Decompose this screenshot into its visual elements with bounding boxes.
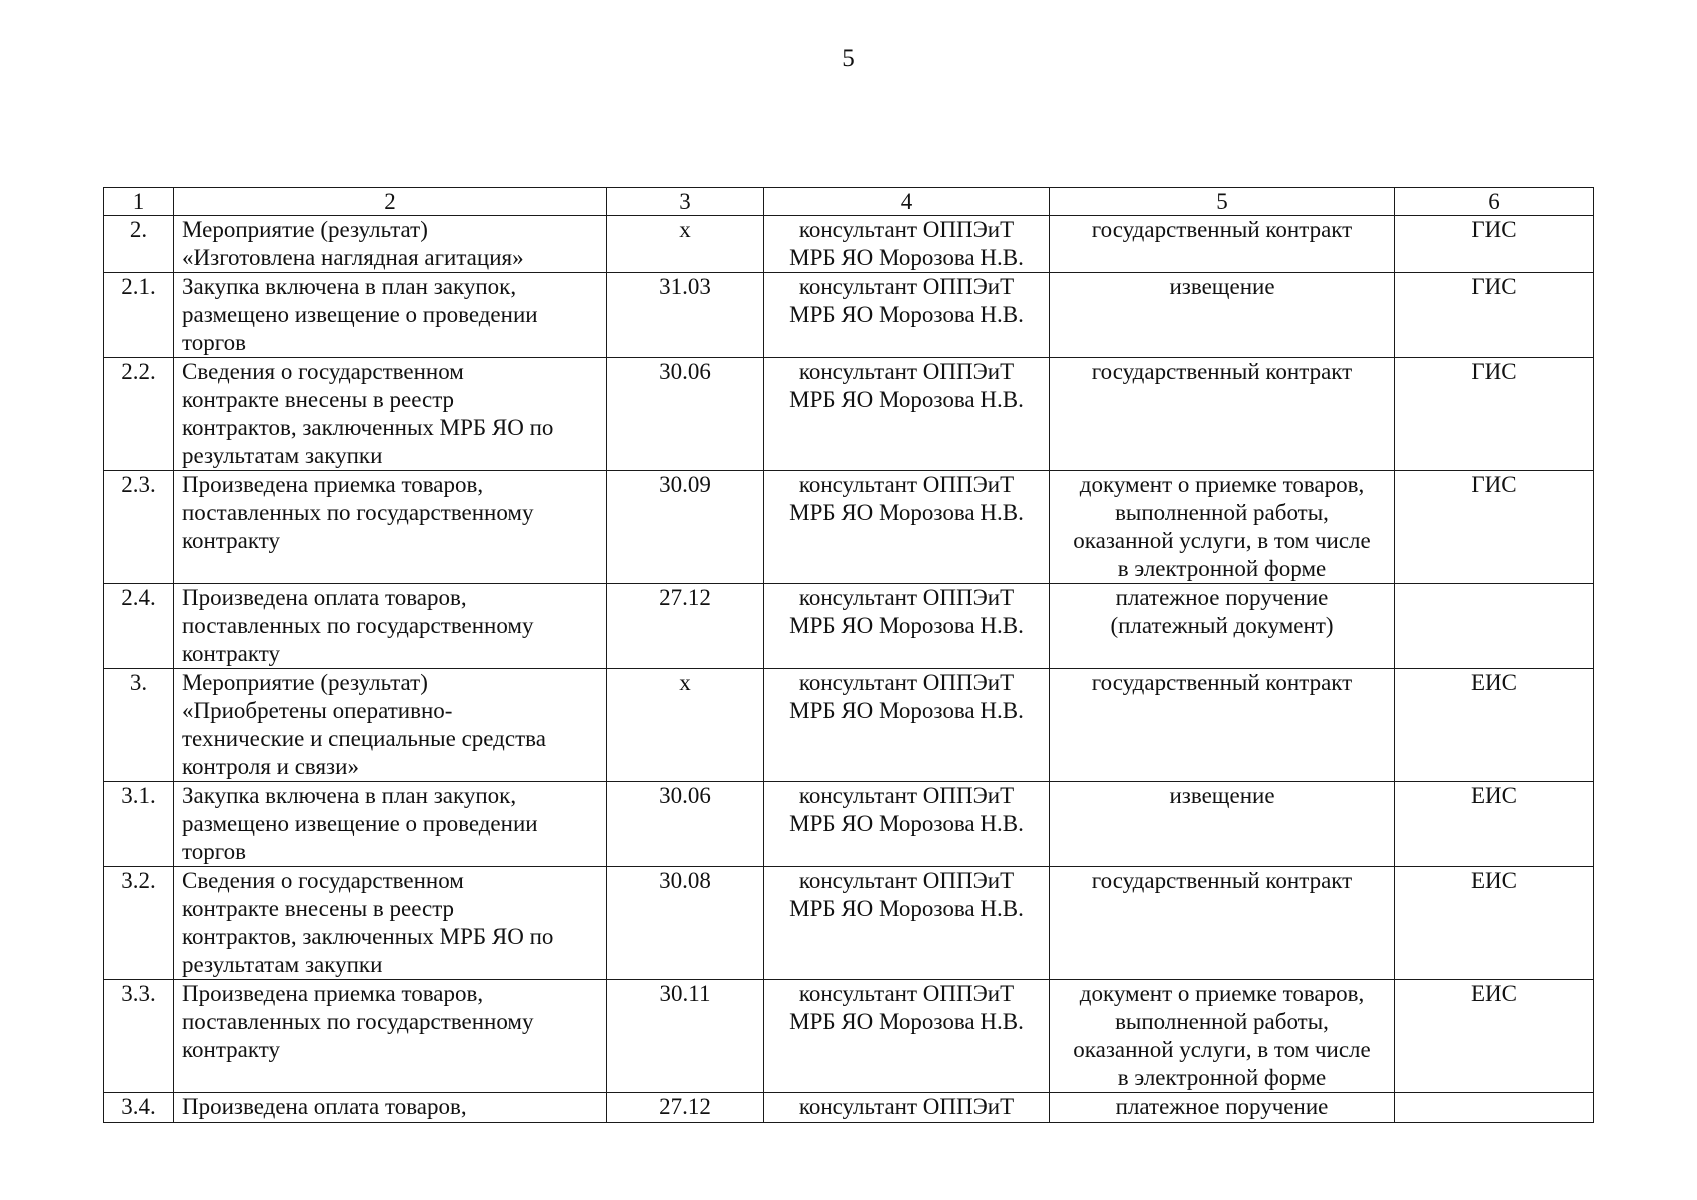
row-deadline: 30.11 [607, 980, 764, 1093]
row-document: документ о приемке товаров, выполненной работы, оказанной услуги, в том числе в электронной форме [1050, 980, 1395, 1093]
row-number: 2.4. [104, 584, 174, 669]
row-document: государственный контракт [1050, 867, 1395, 980]
row-number: 2.1. [104, 273, 174, 358]
row-deadline: 30.06 [607, 358, 764, 471]
row-activity: Сведения о государственном контракте внесены в реестр контрактов, заключенных МРБ ЯО по результатам закупки [174, 867, 607, 980]
row-responsible: консультант ОППЭиТ МРБ ЯО Морозова Н.В. [764, 980, 1050, 1093]
column-header: 1 [104, 188, 174, 216]
table-row [104, 584, 1594, 669]
row-system: ЕИС [1395, 782, 1594, 867]
row-system: ГИС [1395, 273, 1594, 358]
row-document: извещение [1050, 782, 1395, 867]
table-row [104, 1093, 1594, 1123]
row-activity: Произведена оплата товаров, [174, 1093, 607, 1123]
row-deadline: 31.03 [607, 273, 764, 358]
table-row [104, 358, 1594, 471]
row-deadline: 30.08 [607, 867, 764, 980]
column-header: 5 [1050, 188, 1395, 216]
row-number: 2.2. [104, 358, 174, 471]
row-number: 3. [104, 669, 174, 782]
row-activity: Мероприятие (результат) «Приобретены оперативно- технические и специальные средства контроля и связи» [174, 669, 607, 782]
page-number: 5 [842, 45, 855, 72]
table-row [104, 782, 1594, 867]
row-document: государственный контракт [1050, 669, 1395, 782]
row-number: 2.3. [104, 471, 174, 584]
row-number: 2. [104, 216, 174, 273]
row-document: государственный контракт [1050, 358, 1395, 471]
row-deadline: 30.09 [607, 471, 764, 584]
row-responsible: консультант ОППЭиТ МРБ ЯО Морозова Н.В. [764, 669, 1050, 782]
row-deadline: 30.06 [607, 782, 764, 867]
row-number: 3.3. [104, 980, 174, 1093]
table-row [104, 669, 1594, 782]
row-document: документ о приемке товаров, выполненной работы, оказанной услуги, в том числе в электронной форме [1050, 471, 1395, 584]
row-activity: Произведена приемка товаров, поставленных по государственному контракту [174, 471, 607, 584]
row-document: извещение [1050, 273, 1395, 358]
row-deadline: x [607, 669, 764, 782]
row-system: ГИС [1395, 471, 1594, 584]
column-header: 3 [607, 188, 764, 216]
row-system: ЕИС [1395, 980, 1594, 1093]
row-responsible: консультант ОППЭиТ МРБ ЯО Морозова Н.В. [764, 273, 1050, 358]
row-system [1395, 1093, 1594, 1123]
row-document: платежное поручение [1050, 1093, 1395, 1123]
table-row [104, 273, 1594, 358]
table-row [104, 867, 1594, 980]
row-document: государственный контракт [1050, 216, 1395, 273]
row-activity: Закупка включена в план закупок, размещено извещение о проведении торгов [174, 273, 607, 358]
row-activity: Произведена приемка товаров, поставленных по государственному контракту [174, 980, 607, 1093]
row-responsible: консультант ОППЭиТ МРБ ЯО Морозова Н.В. [764, 867, 1050, 980]
row-deadline: x [607, 216, 764, 273]
row-activity: Мероприятие (результат) «Изготовлена наглядная агитация» [174, 216, 607, 273]
row-activity: Произведена оплата товаров, поставленных по государственному контракту [174, 584, 607, 669]
row-number: 3.4. [104, 1093, 174, 1123]
column-header: 6 [1395, 188, 1594, 216]
row-activity: Сведения о государственном контракте внесены в реестр контрактов, заключенных МРБ ЯО по результатам закупки [174, 358, 607, 471]
column-header: 2 [174, 188, 607, 216]
row-number: 3.2. [104, 867, 174, 980]
row-deadline: 27.12 [607, 1093, 764, 1123]
row-responsible: консультант ОППЭиТ МРБ ЯО Морозова Н.В. [764, 782, 1050, 867]
row-activity: Закупка включена в план закупок, размещено извещение о проведении торгов [174, 782, 607, 867]
row-responsible: консультант ОППЭиТ МРБ ЯО Морозова Н.В. [764, 471, 1050, 584]
row-number: 3.1. [104, 782, 174, 867]
column-header: 4 [764, 188, 1050, 216]
row-system: ЕИС [1395, 669, 1594, 782]
row-system: ГИС [1395, 216, 1594, 273]
row-deadline: 27.12 [607, 584, 764, 669]
table-row [104, 216, 1594, 273]
plan-table [103, 187, 1594, 1123]
table-row [104, 980, 1594, 1093]
row-responsible: консультант ОППЭиТ МРБ ЯО Морозова Н.В. [764, 358, 1050, 471]
table-header-row [104, 188, 1594, 216]
row-responsible: консультант ОППЭиТ [764, 1093, 1050, 1123]
row-system: ЕИС [1395, 867, 1594, 980]
row-system: ГИС [1395, 358, 1594, 471]
row-responsible: консультант ОППЭиТ МРБ ЯО Морозова Н.В. [764, 584, 1050, 669]
table-row [104, 471, 1594, 584]
row-responsible: консультант ОППЭиТ МРБ ЯО Морозова Н.В. [764, 216, 1050, 273]
row-system [1395, 584, 1594, 669]
row-document: платежное поручение (платежный документ) [1050, 584, 1395, 669]
